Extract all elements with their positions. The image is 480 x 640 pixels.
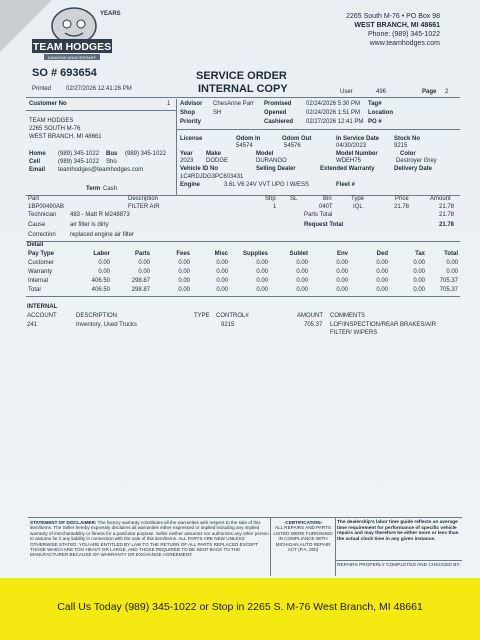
detail-row-label: Warranty [28, 269, 53, 275]
fleet-label: Fleet # [336, 182, 356, 188]
make-value: DODGE [206, 158, 229, 164]
home-label: Home [29, 151, 46, 157]
detail-header-misc: Misc [214, 251, 228, 257]
detail-cell: 0.00 [178, 278, 190, 284]
disclaimer-block [30, 520, 270, 574]
promised-value: 02/24/2026 5:30 PM [306, 101, 361, 107]
detail-row-label: Internal [28, 278, 49, 284]
internal-header-account: ACCOUNT [27, 313, 57, 319]
detail-header-total: Total [444, 251, 458, 257]
detail-cell: 0.00 [98, 260, 110, 266]
odom-in-value: 54574 [236, 143, 253, 149]
parts-header-amount: Amount [430, 196, 451, 202]
detail-cell: 0.00 [98, 269, 110, 275]
page-value: 2 [445, 89, 449, 95]
parts-header-sl: SL [290, 196, 298, 202]
detail-header-pay-type: Pay Type [28, 251, 54, 257]
detail-cell: 0.00 [413, 278, 425, 284]
doc-title: SERVICE ORDER [196, 70, 287, 82]
detail-header-tax: Tax [415, 251, 425, 257]
parts-header-type: Type [351, 196, 365, 202]
part-bin: 040T [319, 204, 333, 210]
printed-label: Printed [32, 86, 52, 92]
advisor-value: ChesAnne Parr [213, 101, 255, 107]
part-description: FILTER AIR [128, 204, 160, 210]
user-value: 496 [376, 89, 387, 95]
disclaimer-text: The factory warranty constitutes all the warranties with respect to the sale of this item/items. The Seller hereby expressly disclaims all warranties either expressed or implied including any implied warranty of merchantability or fitness for a particular purpose. Seller neither assumes nor authorizes any other person to assume for it any liability in connection with the sale of this item/items. ALL PARTS ARE NEW UNLESS OTHERWISE STATED. YOU ARE ENTITLED BY LAW TO THE RETURN OF ALL PARTS REPLACED EXCEPT THOSE WHICH ARE TOO HEAVY OR LARGE, AND THOSE REQUIRED TO BE SENT BACK TO THE MANUFACTURER BECAUSE OF WARRANTY OR EXCHANGE AGREEMENT. [30, 520, 269, 558]
part-type: IQL [353, 204, 363, 210]
internal-header-amount: AMOUNT [297, 313, 323, 319]
banner-text: Call Us Today (989) 345-1022 or Stop in 2265 S. M-76 West Branch, MI 48661 [57, 601, 423, 613]
divider [26, 110, 176, 111]
customer-no-label: Customer No [29, 101, 67, 107]
labor-guide-text: The dealership's labor time guide reflects an average time requirement for performance of specific vehicle repairs and may therefore be either more or less than the actual clock time in any given instance. [337, 520, 459, 542]
location-label: Location [368, 110, 393, 116]
engine-value: 3.6L V6 24V VVT UPG I W/ESS [224, 182, 310, 188]
in-service-value: 04/30/2023 [336, 143, 367, 149]
logo-name-text: TEAM HODGES [32, 41, 112, 53]
divider [26, 241, 460, 242]
divider [336, 560, 462, 561]
internal-account: 241 [27, 322, 38, 328]
doc-subtitle: INTERNAL COPY [198, 83, 288, 95]
detail-cell: 406.50 [91, 287, 110, 293]
parts-header-part: Part [28, 196, 40, 202]
detail-cell: 0.00 [216, 260, 228, 266]
parts-header-description: Description [128, 196, 159, 202]
cashiered-value: 02/27/2026 12:41 PM [306, 119, 364, 125]
selling-dealer-label: Selling Dealer [256, 166, 296, 172]
detail-cell: 0.00 [336, 260, 348, 266]
certification-title: -CERTIFICATION- [283, 520, 323, 525]
part-number: 1BP00490AB [28, 204, 65, 210]
internal-header-comments: COMMENTS [330, 313, 365, 319]
shop-value: SH [213, 110, 222, 116]
detail-cell: 0.00 [376, 269, 388, 275]
odom-out-value: 54576 [284, 143, 301, 149]
opened-label: Opened [264, 110, 287, 116]
detail-cell: 406.50 [91, 278, 110, 284]
stock-value: 9215 [394, 143, 408, 149]
technician-value: 483 - Matt R M248873 [70, 212, 130, 218]
cell-phone: (989) 345-1022 [58, 159, 100, 165]
model-label: Model [256, 151, 274, 157]
internal-comment-line1: LOF/INSPECTION/REAR BRAKES/AIR [330, 322, 437, 328]
detail-cell: 0.00 [256, 278, 268, 284]
cell-extra: Sho [106, 159, 117, 165]
detail-cell: 0.00 [296, 287, 308, 293]
model-value: DURANGO [256, 158, 287, 164]
odom-out-label: Odom Out [282, 136, 312, 142]
detail-header-parts: Parts [134, 251, 150, 257]
disclaimer-title: STATEMENT OF DISCLAIMER: [30, 520, 97, 525]
customer-street: 2265 SOUTH M-76 [29, 126, 81, 132]
bus-phone: (989) 345-1022 [125, 151, 167, 157]
cashiered-label: Cashiered [264, 119, 294, 125]
technician-label: Technician [28, 212, 57, 218]
internal-description: Inventory, Used Trucks [76, 322, 137, 328]
logo-years-text: YEARS [100, 11, 121, 17]
detail-header-labor: Labor [93, 251, 110, 257]
in-service-label: In Service Date [336, 136, 380, 142]
detail-cell: 0.00 [376, 260, 388, 266]
home-phone: (989) 345-1022 [58, 151, 100, 157]
detail-cell: 0.00 [178, 287, 190, 293]
part-price: 21.78 [394, 204, 410, 210]
year-value: 2023 [180, 158, 194, 164]
dealer-logo [30, 6, 121, 64]
dealer-phone: Phone: (989) 345-1022 [368, 31, 440, 38]
detail-cell: 298.87 [131, 287, 150, 293]
color-value: Destroyer Grey [396, 158, 437, 164]
internal-header-control: CONTROL# [216, 313, 249, 319]
detail-cell: 0.00 [376, 287, 388, 293]
dealer-address-line2: WEST BRANCH, MI 48661 [354, 22, 440, 29]
detail-cell: 0.00 [446, 260, 458, 266]
divider [176, 99, 177, 195]
detail-cell: 0.00 [296, 278, 308, 284]
detail-cell: 0.00 [178, 269, 190, 275]
divider [176, 129, 460, 130]
detail-cell: 0.00 [216, 269, 228, 275]
detail-row-label: Customer [28, 260, 55, 266]
customer-email: teamhodges@teamhodges.com [58, 167, 144, 173]
detail-cell: 0.00 [216, 278, 228, 284]
detail-cell: 705.37 [439, 287, 458, 293]
shop-label: Shop [180, 110, 195, 116]
delivery-date-label: Delivery Date [394, 166, 433, 172]
odom-in-label: Odom In [236, 136, 261, 142]
repairs-checked-by: REPAIRS PROPERLY COMPLETED AND CHECKED BY: [337, 563, 461, 568]
internal-title: INTERNAL [27, 304, 58, 310]
request-total-label: Request Total [304, 222, 344, 228]
detail-cell: 0.00 [178, 260, 190, 266]
detail-header-ded: Ded [376, 251, 388, 257]
detail-header-supplies: Supplies [242, 251, 268, 257]
call-to-action-banner [0, 578, 480, 640]
dealer-website: www.teamhodges.com [369, 40, 440, 47]
page-label: Page [422, 89, 437, 95]
year-label: Year [180, 151, 193, 157]
make-label: Make [206, 151, 222, 157]
part-amount: 21.78 [438, 204, 454, 210]
detail-cell: 0.00 [138, 269, 150, 275]
certification-text: ALL REPAIRS AND PARTS LISTED WERE FURNISHED IN COMPLIANCE WITH MICHIGAN AUTO REPAIR ACT (P.A. 300) [273, 525, 333, 553]
dealer-address-line1: 2265 South M-76 • PO Box 98 [346, 13, 440, 20]
internal-amount: 705.37 [304, 322, 323, 328]
tag-label: Tag# [368, 101, 382, 107]
parts-header-price: Price [395, 196, 409, 202]
request-total-value: 21.78 [438, 222, 454, 228]
detail-header-fees: Fees [176, 251, 190, 257]
parts-total-value: 21.78 [438, 212, 454, 218]
detail-cell: 0.00 [296, 269, 308, 275]
detail-cell: 0.00 [413, 269, 425, 275]
model-number-label: Model Number [336, 151, 378, 157]
detail-cell: 0.00 [216, 287, 228, 293]
detail-title: Detail [27, 242, 44, 248]
detail-row-label: Total [28, 287, 41, 293]
detail-header-sublet: Sublet [289, 251, 308, 257]
email-label: Email [29, 167, 46, 173]
parts-header-bin: Bin [323, 196, 332, 202]
internal-comment-line2: FILTER/ WIPERS [330, 330, 378, 336]
certification-block [272, 520, 334, 574]
logo-tag-text: DIAMOND ANNIVERSARY [47, 54, 97, 60]
customer-no: 1 [167, 101, 171, 107]
correction-value: replaced engine air filter [70, 232, 135, 238]
internal-header-description: DESCRIPTION [76, 313, 118, 319]
license-label: License [180, 136, 203, 142]
extended-warranty-label: Extended Warranty [320, 166, 375, 172]
divider [28, 517, 462, 518]
divider [26, 296, 460, 297]
term-label: Term [86, 186, 101, 192]
promised-label: Promised [264, 101, 292, 107]
detail-cell: 0.00 [446, 269, 458, 275]
detail-cell: 705.37 [439, 278, 458, 284]
detail-cell: 0.00 [413, 287, 425, 293]
service-order-number: SO # 693654 [32, 67, 97, 79]
internal-control: 9215 [221, 322, 235, 328]
correction-label: Correction [28, 232, 56, 238]
detail-cell: 0.00 [413, 260, 425, 266]
engine-label: Engine [180, 182, 201, 188]
model-number-value: WDEH75 [336, 158, 362, 164]
customer-name: TEAM HODGES [29, 118, 74, 124]
detail-cell: 0.00 [138, 260, 150, 266]
detail-cell: 0.00 [336, 269, 348, 275]
priority-label: Priority [180, 119, 202, 125]
advisor-label: Advisor [180, 101, 203, 107]
detail-cell: 0.00 [336, 278, 348, 284]
opened-value: 02/24/2026 1:51 PM [306, 110, 361, 116]
detail-cell: 0.00 [296, 260, 308, 266]
divider [270, 518, 271, 576]
detail-cell: 0.00 [256, 260, 268, 266]
detail-cell: 0.00 [336, 287, 348, 293]
cell-label: Cell [29, 159, 41, 165]
cause-value: air filter is dirty [70, 222, 109, 228]
parts-total-label: Parts Total [304, 212, 333, 218]
detail-cell: 298.87 [131, 278, 150, 284]
part-shp: 1 [273, 204, 277, 210]
parts-header-shp: Shp [265, 196, 276, 202]
cause-label: Cause [28, 222, 46, 228]
printed-value: 02/27/2026 12:41:26 PM [66, 86, 132, 92]
internal-header-type: TYPE [194, 313, 210, 319]
po-label: PO # [368, 119, 382, 125]
detail-cell: 0.00 [376, 278, 388, 284]
user-label: User [340, 89, 353, 95]
vin-label: Vehicle ID No [180, 166, 219, 172]
color-label: Color [400, 151, 416, 157]
divider [335, 518, 336, 576]
detail-header-env: Env [336, 251, 348, 257]
detail-cell: 0.00 [256, 287, 268, 293]
divider [26, 97, 460, 98]
vin-value: 1C4RDJDG3PC603431 [180, 174, 244, 180]
bus-label: Bus [106, 151, 118, 157]
detail-cell: 0.00 [256, 269, 268, 275]
customer-city: WEST BRANCH, MI 48661 [29, 134, 102, 140]
stock-label: Stock No [394, 136, 421, 142]
term-value: Cash [103, 186, 118, 192]
